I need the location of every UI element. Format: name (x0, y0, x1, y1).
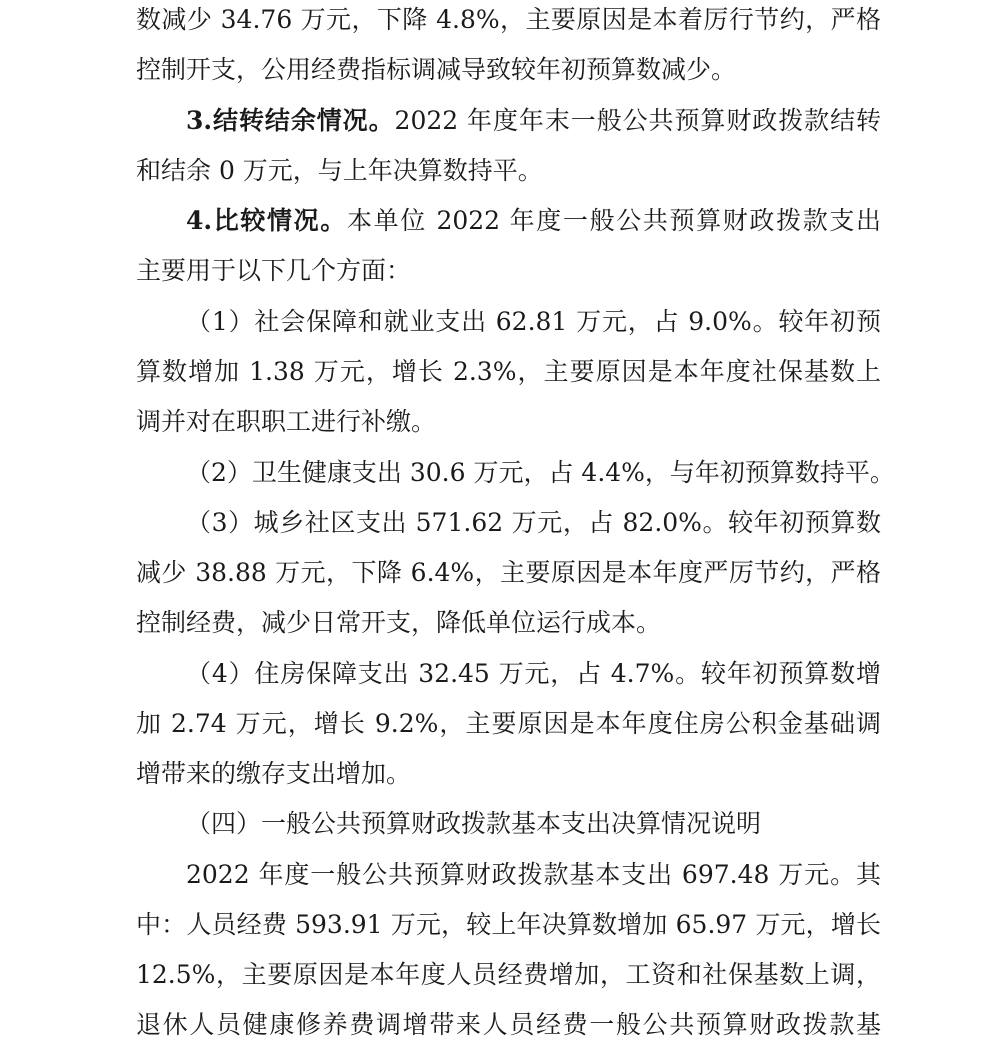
section-heading-carryover: 3.结转结余情况。 (186, 106, 395, 135)
body-text-line: 控制开支，公用经费指标调减导致较年初预算数减少。 (136, 55, 737, 84)
body-text-line: 中：人员经费 593.91 万元，较上年决算数增加 65.97 万元，增长 (136, 910, 881, 939)
body-text-line: 减少 38.88 万元，下降 6.4%，主要原因是本年度严厉节约，严格 (136, 558, 881, 587)
body-text-line: 增带来的缴存支出增加。 (136, 759, 412, 788)
paragraph-heading-line (186, 103, 881, 139)
section-heading-basic-expenditure: （四）一般公共预算财政拨款基本支出决算情况说明 (186, 809, 762, 838)
list-item-health: （2）卫生健康支出 30.6 万元，占 4.4%，与年初预算数持平。 (186, 458, 895, 487)
body-text-line: 主要用于以下几个方面： (136, 256, 412, 285)
body-text-line: 12.5%，主要原因是本年度人员经费增加，工资和社保基数上调， (136, 960, 881, 989)
body-text-line: 数减少 34.76 万元，下降 4.8%，主要原因是本着厉行节约，严格 (136, 5, 881, 34)
body-text-line: 2022 年度一般公共预算财政拨款基本支出 697.48 万元。其 (186, 860, 881, 889)
paragraph-heading-line (186, 203, 881, 239)
body-text-line: 加 2.74 万元，增长 9.2%，主要原因是本年度住房公积金基础调 (136, 709, 881, 738)
section-heading-comparison: 4.比较情况。 (186, 206, 347, 235)
body-text-line: 和结余 0 万元，与上年决算数持平。 (136, 156, 543, 185)
body-text-segment: 2022 年度年末一般公共预算财政拨款结转 (394, 106, 881, 135)
list-item-social-security: （1）社会保障和就业支出 62.81 万元，占 9.0%。较年初预 (186, 307, 881, 336)
body-text-line: 调并对在职职工进行补缴。 (136, 407, 437, 436)
body-text-line: 控制经费，减少日常开支，降低单位运行成本。 (136, 608, 662, 637)
list-item-housing: （4）住房保障支出 32.45 万元，占 4.7%。较年初预算数增 (186, 659, 881, 688)
list-item-urban-rural: （3）城乡社区支出 571.62 万元，占 82.0%。较年初预算数 (186, 508, 881, 537)
body-text-line: 算数增加 1.38 万元，增长 2.3%，主要原因是本年度社保基数上 (136, 357, 881, 386)
body-text-line: 退休人员健康修养费调增带来人员经费一般公共预算财政拨款基 (136, 1010, 881, 1039)
body-text-segment: 本单位 2022 年度一般公共预算财政拨款支出 (346, 206, 881, 235)
